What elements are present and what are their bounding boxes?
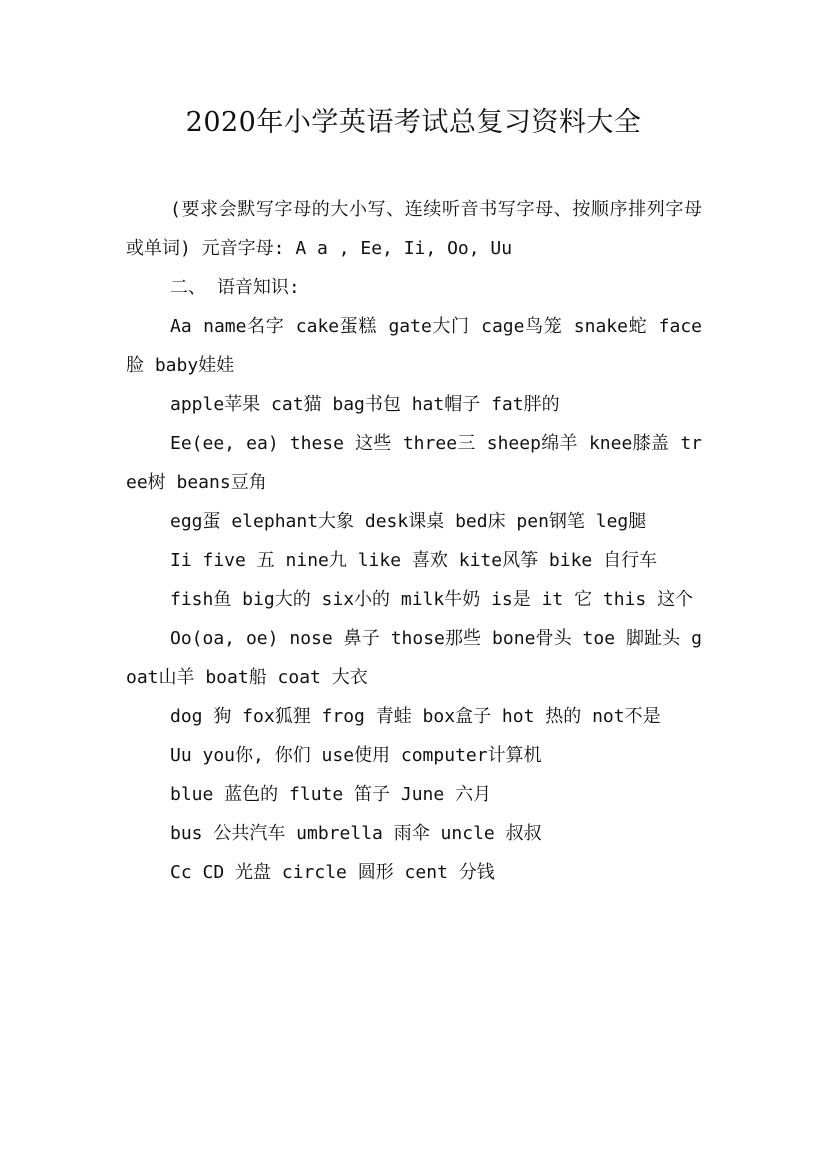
paragraph-ii-short: fish鱼 big大的 six小的 milk牛奶 is是 it 它 this 这个 (170, 589, 694, 610)
paragraph-ee-long: Ee(ee, ea) these 这些 three三 sheep绵羊 knee膝盖 tree树 beans豆角 (126, 433, 702, 493)
paragraph-uu-you: Uu you你, 你们 use使用 computer计算机 (170, 745, 542, 766)
document-title: 2020年小学英语考试总复习资料大全 (185, 107, 642, 138)
document-body (126, 190, 702, 892)
paragraph-section-heading: 二、 语音知识: (170, 277, 300, 298)
paragraph-oo-short: dog 狗 fox狐狸 frog 青蛙 box盒子 hot 热的 not不是 (170, 706, 661, 727)
paragraph-aa-short: apple苹果 cat猫 bag书包 hat帽子 fat胖的 (170, 394, 560, 415)
paragraph-aa-long: Aa name名字 cake蛋糕 gate大门 cage鸟笼 snake蛇 face脸 baby娃娃 (126, 316, 702, 376)
paragraph-uu-blue: blue 蓝色的 flute 笛子 June 六月 (170, 784, 492, 805)
paragraph-ee-short: egg蛋 elephant大象 desk课桌 bed床 pen钢笔 leg腿 (170, 511, 647, 532)
paragraph-ii-long: Ii five 五 nine九 like 喜欢 kite风筝 bike 自行车 (170, 550, 658, 571)
paragraph-cc: Cc CD 光盘 circle 圆形 cent 分钱 (170, 862, 495, 883)
paragraph-requirements: (要求会默写字母的大小写、连续听音书写字母、按顺序排列字母或单词) 元音字母: A a , Ee, Ii, Oo, Uu (126, 199, 702, 259)
paragraph-uu-bus: bus 公共汽车 umbrella 雨伞 uncle 叔叔 (170, 823, 542, 844)
paragraph-oo-long: Oo(oa, oe) nose 鼻子 those那些 bone骨头 toe 脚趾头 goat山羊 boat船 coat 大衣 (126, 628, 702, 688)
